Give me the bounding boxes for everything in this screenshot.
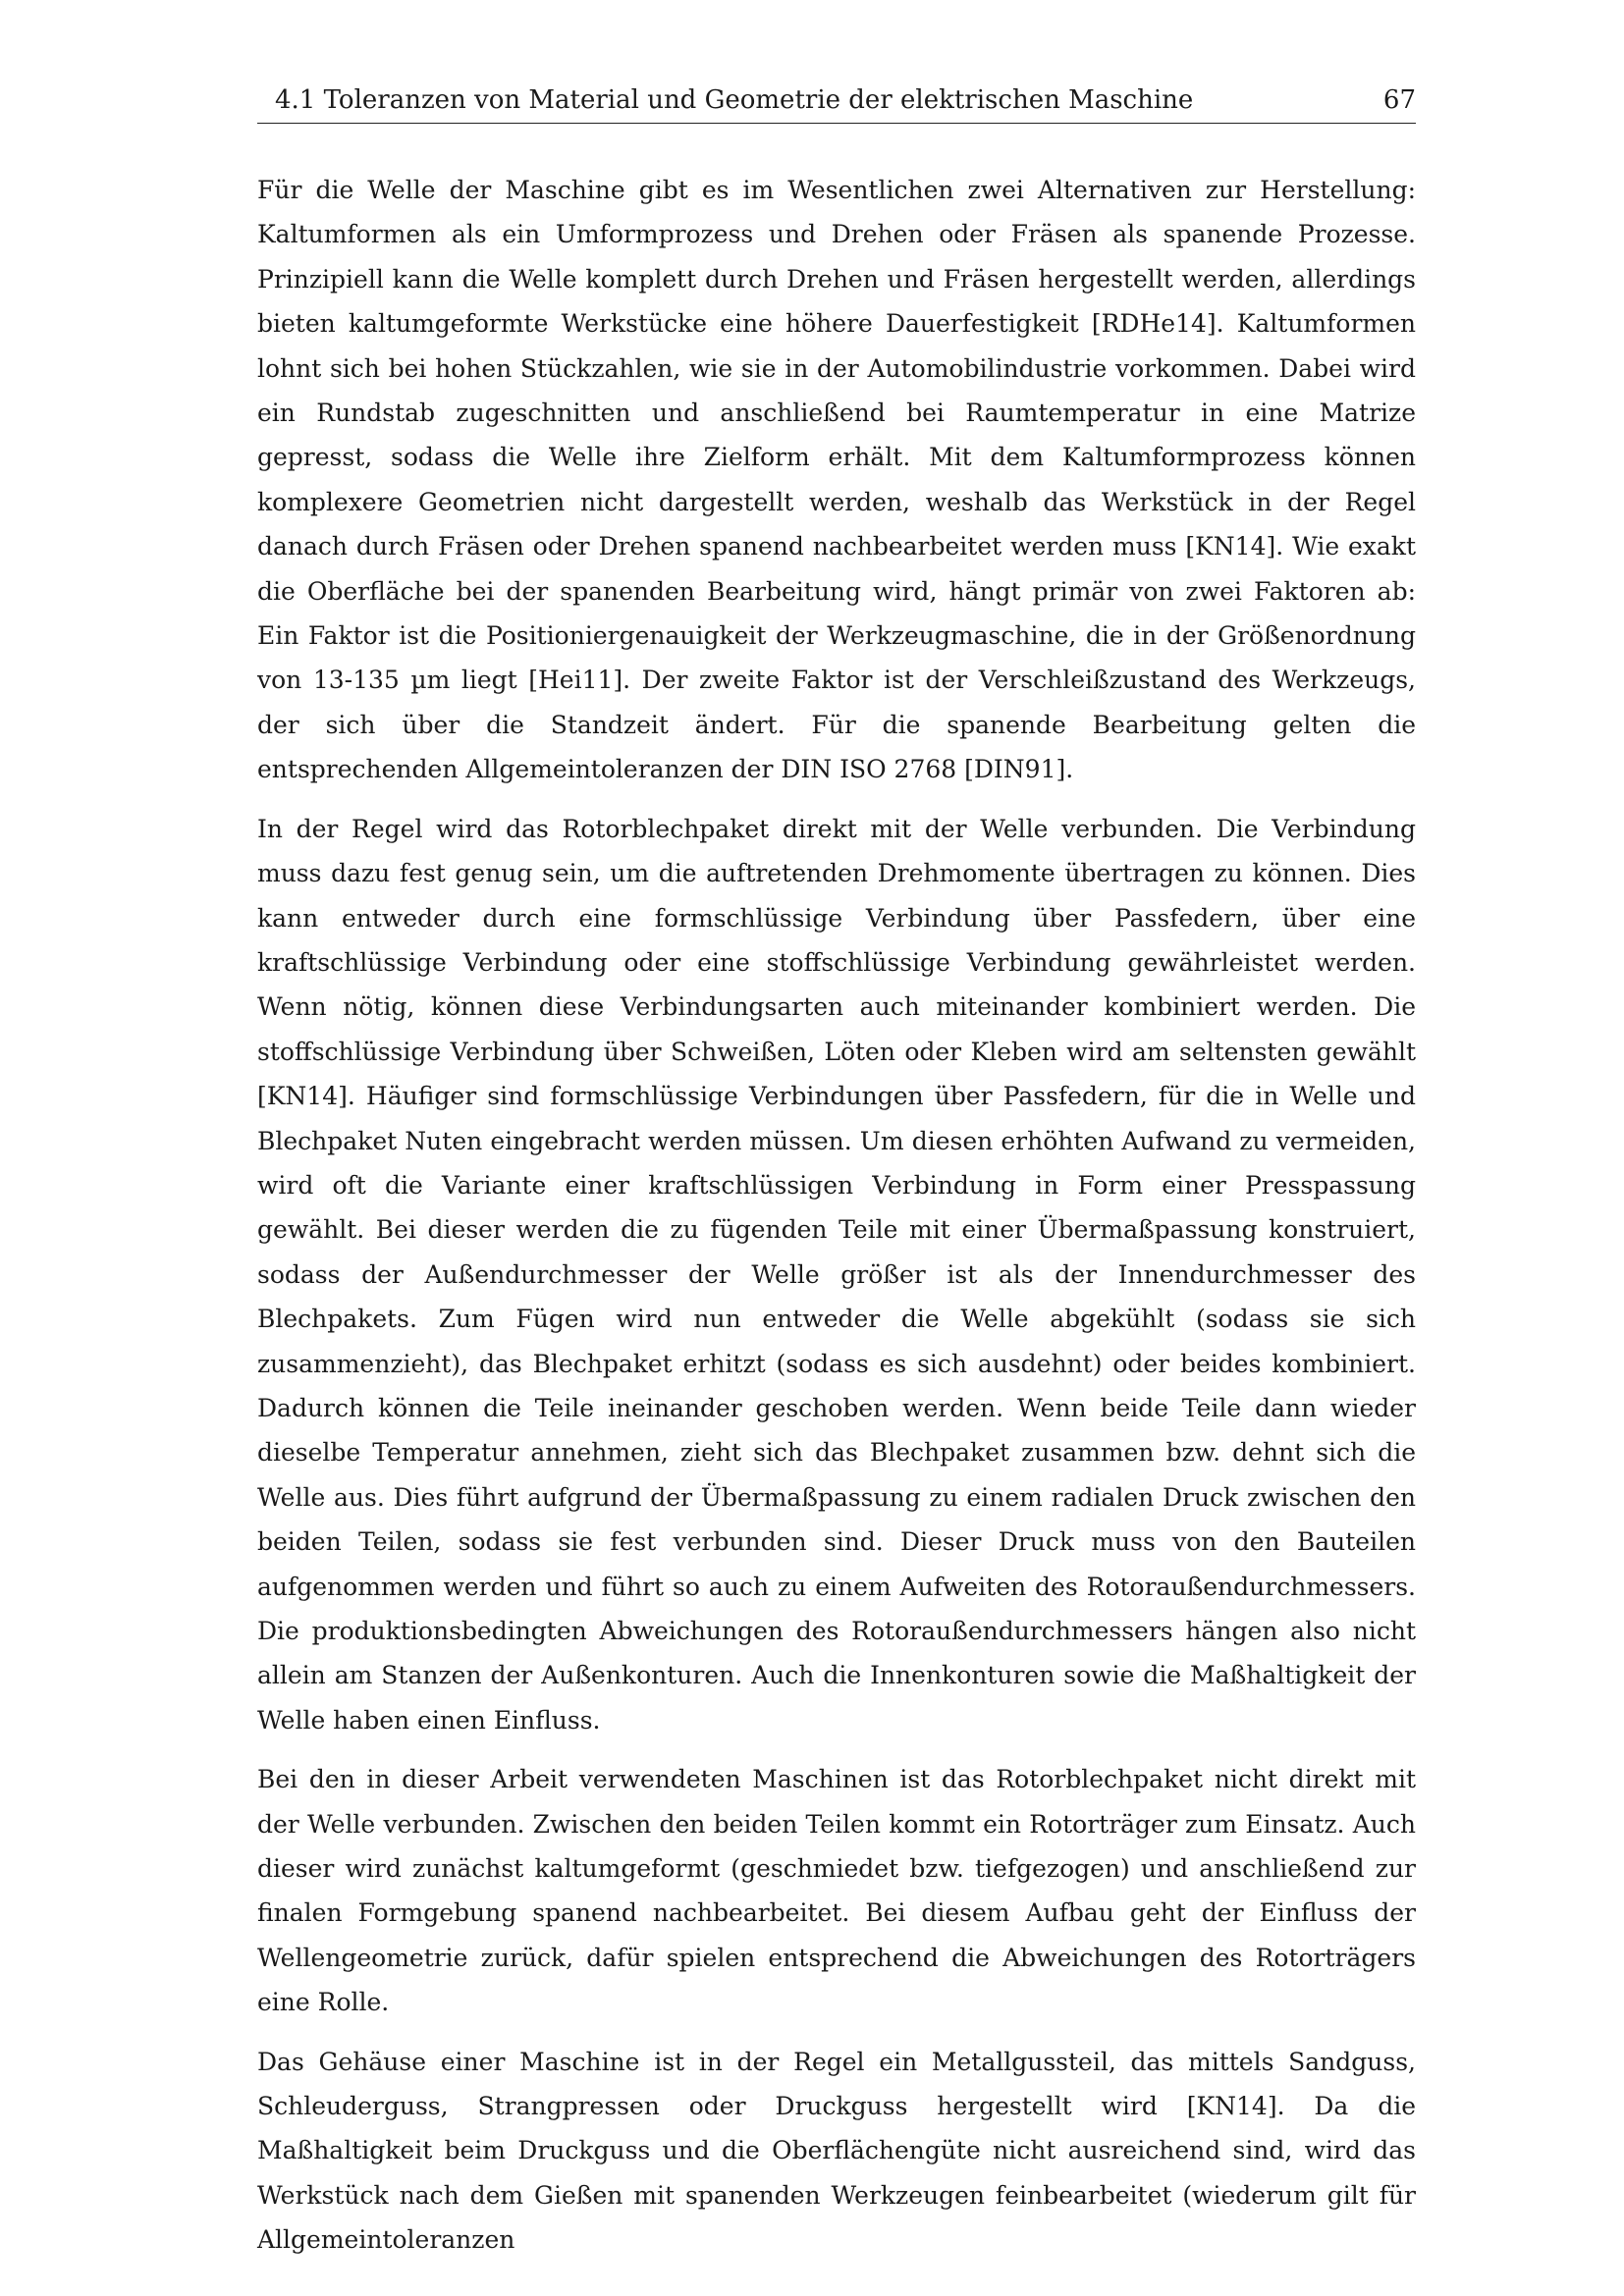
paragraph-shaft-manufacturing: Für die Welle der Maschine gibt es im Wesentlichen zwei Alternativen zur Herstellung: Kaltumformen als ein Umformprozess und Drehen oder Fräsen als spanende Prozesse. Prinzipiell kann die Welle komplett durch Drehen und Fräsen hergestellt werden, allerdings bieten kaltumgeformte Werkstücke eine höhere Dauerfestigkeit [RDHe14]. Kaltumformen lohnt sich bei hohen Stückzahlen, wie sie in der Automobilindustrie vorkommen. Dabei wird ein Rundstab zugeschnitten und anschließend bei Raumtemperatur in eine Matrize gepresst, sodass die Welle ihre Zielform erhält. Mit dem Kaltumformprozess können komplexere Geometrien nicht dargestellt werden, weshalb das Werkstück in der Regel danach durch Fräsen oder Drehen spanend nachbearbeitet werden muss [KN14]. Wie exakt die Oberfläche bei der spanenden Bearbeitung wird, hängt primär von zwei Faktoren ab: Ein Faktor ist die Positioniergenauigkeit der Werkzeugmaschine, die in der Größenordnung von 13-135 µm liegt [Hei11]. Der zweite Faktor ist der Verschleißzustand des Werkzeugs, der sich über die Standzeit ändert. Für die spanende Bearbeitung gelten die entsprechenden Allgemeintoleranzen der DIN ISO 2768 [DIN91]. (257, 176, 1416, 784)
paragraph-rotor-carrier: Bei den in dieser Arbeit verwendeten Maschinen ist das Rotorblechpaket nicht direkt mit der Welle verbunden. Zwischen den beiden Teilen kommt ein Rotorträger zum Einsatz. Auch dieser wird zunächst kaltumgeformt (geschmiedet bzw. tiefgezogen) und anschließend zur finalen Formgebung spanend nachbearbeitet. Bei diesem Aufbau geht der Einfluss der Wellengeometrie zurück, dafür spielen entsprechend die Abweichungen des Rotorträgers eine Rolle. (257, 1765, 1416, 2017)
body-text (257, 168, 1416, 2277)
page-number: 67 (1382, 85, 1416, 115)
paragraph-rotor-shaft-connection: In der Regel wird das Rotorblechpaket direkt mit der Welle verbunden. Die Verbindung muss dazu fest genug sein, um die auftretenden Drehmomente übertragen zu können. Dies kann entweder durch eine formschlüssige Verbindung über Passfedern, über eine kraftschlüssige Verbindung oder eine stoffschlüssige Verbindung gewährleistet werden. Wenn nötig, können diese Verbindungsarten auch miteinander kombiniert werden. Die stoffschlüssige Verbindung über Schweißen, Löten oder Kleben wird am seltensten gewählt [KN14]. Häufiger sind formschlüssige Verbindungen über Passfedern, für die in Welle und Blechpaket Nuten eingebracht werden müssen. Um diesen erhöhten Aufwand zu vermeiden, wird oft die Variante einer kraftschlüssigen Verbindung in Form einer Presspassung gewählt. Bei dieser werden die zu fügenden Teile mit einer Übermaßpassung konstruiert, sodass der Außendurchmesser der Welle größer ist als der Innendurchmesser des Blechpakets. Zum Fügen wird nun entweder die Welle abgekühlt (sodass sie sich zusammenzieht), das Blechpaket erhitzt (sodass es sich ausdehnt) oder beides kombiniert. Dadurch können die Teile ineinander geschoben werden. Wenn beide Teile dann wieder dieselbe Temperatur annehmen, zieht sich das Blechpaket zusammen bzw. dehnt sich die Welle aus. Dies führt aufgrund der Übermaßpassung zu einem radialen Druck zwischen den beiden Teilen, sodass sie fest verbunden sind. Dieser Druck muss von den Bauteilen aufgenommen werden und führt so auch zu einem Aufweiten des Rotoraußendurchmessers. Die produktionsbedingten Abweichungen des Rotoraußendurchmessers hängen also nicht allein am Stanzen der Außenkonturen. Auch die Innenkonturen sowie die Maßhaltigkeit der Welle haben einen Einfluss. (257, 814, 1416, 1735)
paragraph-housing: Das Gehäuse einer Maschine ist in der Regel ein Metallgussteil, das mittels Sandguss, Schleuderguss, Strangpressen oder Druckguss hergestellt wird [KN14]. Da die Maßhaltigkeit beim Druckguss und die Oberflächengüte nicht ausreichend sind, wird das Werkstück nach dem Gießen mit spanenden Werkzeugen feinbearbeitet (wiederum gilt für Allgemeintoleranzen (257, 2047, 1416, 2255)
page-header (257, 77, 1416, 124)
running-title: 4.1 Toleranzen von Material und Geometrie der elektrischen Maschine (275, 85, 1194, 115)
